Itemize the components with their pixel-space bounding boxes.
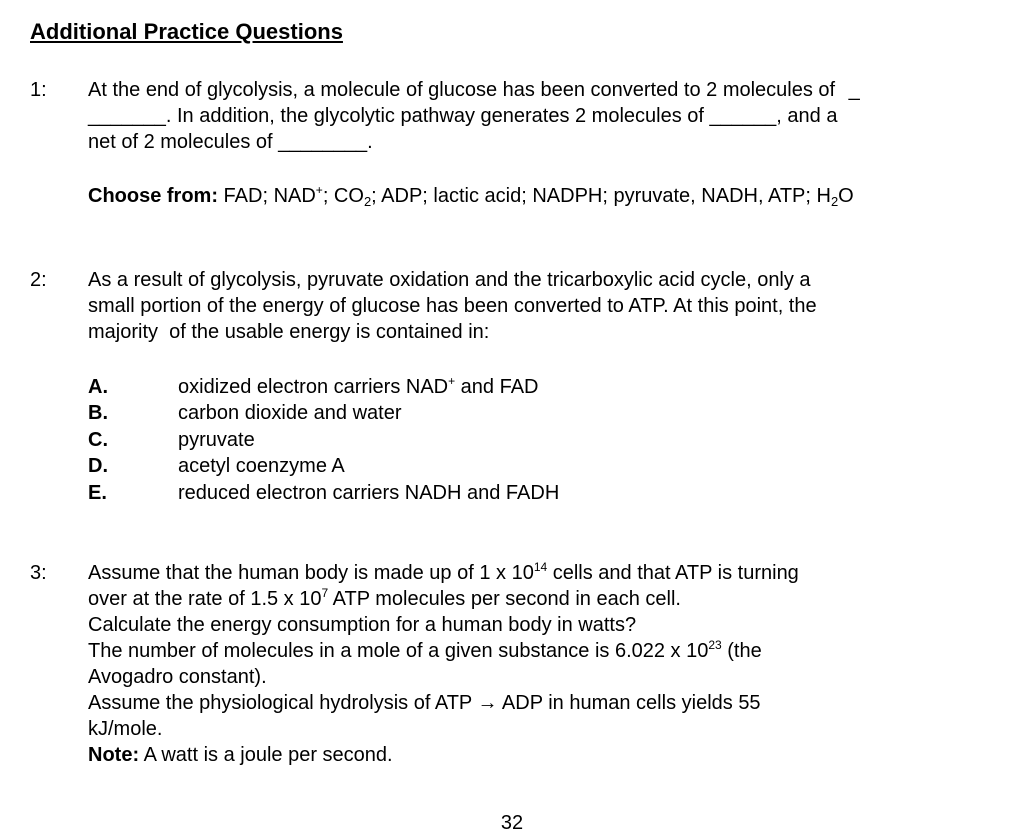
q3-line-2	[88, 586, 968, 612]
q3-line-1	[88, 560, 968, 586]
q3-l2-text: over at the rate of 1.5 x 10	[88, 588, 322, 610]
q2-line-1: As a result of glycolysis, pyruvate oxidation and the tricarboxylic acid cycle, only a	[88, 269, 811, 291]
q1-line3-end: .	[367, 131, 373, 153]
question-3	[88, 560, 968, 768]
q1-line2-end: , and a	[776, 105, 838, 127]
question-1-number: 1:	[30, 79, 47, 101]
q1-blank-3: ________	[278, 131, 368, 153]
q3-line-3: Calculate the energy consumption for a human body in watts?	[88, 614, 637, 636]
option-letter: C.	[88, 429, 108, 451]
option-text: carbon dioxide and water	[178, 402, 402, 424]
choose-sup-plus: +	[315, 183, 323, 197]
option-text: pyruvate	[178, 429, 255, 451]
question-1-line-3	[88, 129, 968, 155]
question-1-line-1	[88, 77, 968, 103]
question-3-number: 3:	[30, 562, 47, 584]
q2-line-2: small portion of the energy of glucose has been converted to ATP. At this point, the	[88, 295, 817, 317]
q1-line3-text: net of 2 molecules of	[88, 131, 273, 153]
note-text: A watt is a joule per second.	[139, 744, 393, 766]
option-text: reduced electron carriers NADH and FADH	[178, 482, 560, 504]
q3-l4-text: The number of molecules in a mole of a given substance is 6.022 x 10	[88, 640, 709, 662]
q3-l6-end: ADP in human cells yields 55	[497, 692, 761, 714]
option-a-sup: +	[448, 374, 456, 388]
option-letter: D.	[88, 455, 108, 477]
option-a-text: oxidized electron carriers NAD	[178, 376, 449, 398]
option-letter: A.	[88, 376, 108, 398]
q3-l4-exponent: 23	[708, 638, 722, 652]
arrow-right-icon: →	[477, 692, 498, 714]
option-a-text-end: and FAD	[455, 376, 539, 398]
page-number: 32	[500, 812, 524, 834]
q1-blank-1b: _______	[88, 105, 166, 127]
question-2	[88, 267, 968, 345]
choose-from-label: Choose from:	[88, 185, 218, 207]
note-label: Note:	[88, 744, 140, 766]
choose-sub-2: 2	[363, 194, 372, 209]
option-letter: E.	[88, 482, 107, 504]
option-text	[178, 374, 539, 400]
q3-line-5: Avogadro constant).	[88, 666, 267, 688]
q3-l1-exponent: 14	[533, 560, 548, 574]
choose-sub-2b: 2	[830, 194, 839, 209]
q3-line-4	[88, 638, 968, 664]
choose-text-4: O	[838, 185, 854, 207]
q1-line1-text: At the end of glycolysis, a molecule of glucose has been converted to 2 molecules of	[88, 79, 836, 101]
q3-l1-end: cells and that ATP is turning	[547, 562, 799, 584]
q3-l4-end: (the	[721, 640, 762, 662]
question-1-line-2	[88, 103, 968, 129]
q1-blank-2: ______	[709, 105, 777, 127]
q3-l2-end: ATP molecules per second in each cell.	[328, 588, 681, 610]
question-2-number: 2:	[30, 269, 47, 291]
choose-text-2: ; CO	[322, 185, 364, 207]
q3-l1-text: Assume that the human body is made up of 1 x 10	[88, 562, 534, 584]
q2-line-3: majority of the usable energy is contained in:	[88, 321, 490, 343]
q3-note	[88, 742, 968, 768]
q3-line-6	[88, 690, 968, 716]
q3-l2-exponent: 7	[321, 586, 329, 600]
q1-choose-from	[88, 183, 968, 209]
choose-text-3: ; ADP; lactic acid; NADPH; pyruvate, NADH, ATP; H	[371, 185, 831, 207]
option-text: acetyl coenzyme A	[178, 455, 345, 477]
q3-l6-text: Assume the physiological hydrolysis of ATP	[88, 692, 478, 714]
option-letter: B.	[88, 402, 108, 424]
question-1	[88, 77, 968, 209]
q3-line-7: kJ/mole.	[88, 718, 163, 740]
page-title: Additional Practice Questions	[30, 19, 343, 44]
choose-text-1: FAD; NAD	[218, 185, 316, 207]
q1-blank-1a: _	[848, 79, 860, 101]
q1-line2-text: . In addition, the glycolytic pathway generates 2 molecules of	[165, 105, 704, 127]
